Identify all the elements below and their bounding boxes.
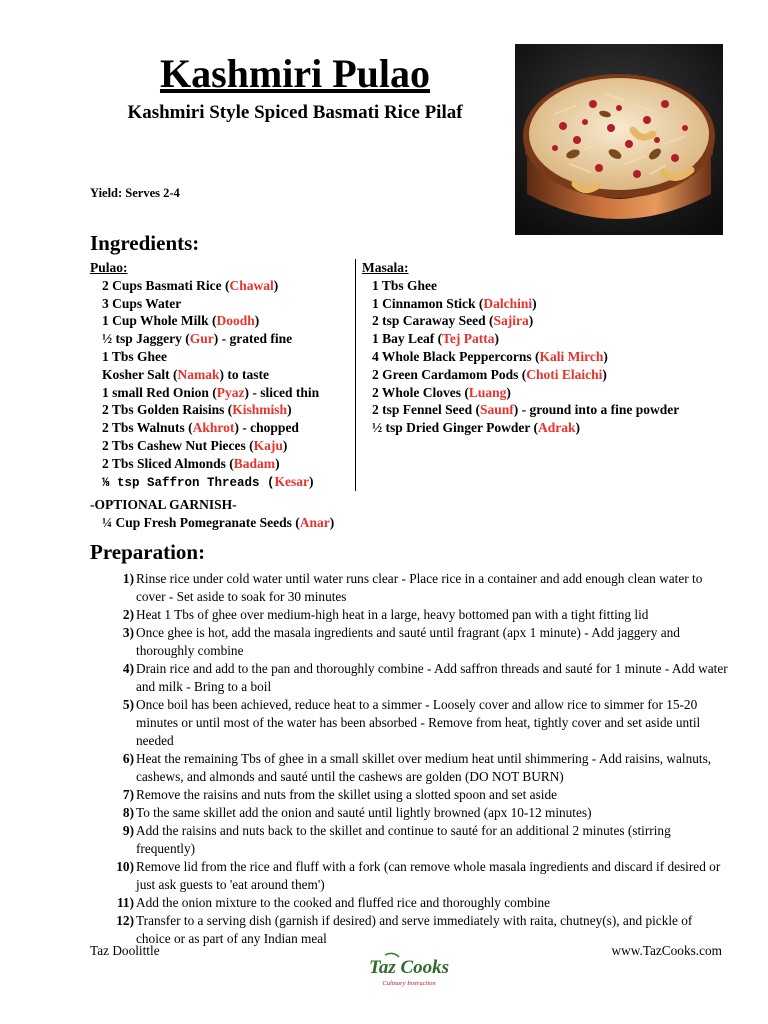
ingredient-text: 2 Tbs Sliced Almonds ( — [102, 455, 234, 471]
ingredient-item — [362, 312, 732, 330]
masala-heading: Masala: — [362, 260, 409, 275]
preparation-step — [90, 750, 730, 786]
ingredient-hindi-name: Badam — [233, 455, 276, 471]
step-number: 4) — [122, 661, 134, 676]
ingredient-note: ) — [329, 514, 335, 530]
ingredient-text: ⅛ tsp Saffron Threads ( — [102, 475, 275, 490]
ingredient-hindi-name: Luang — [468, 384, 507, 400]
step-text: Rinse rice under cold water until water runs clear - Place rice in a container and add enough clean water to cover - Set aside to soak for 30 minutes — [136, 571, 703, 604]
step-text: Transfer to a serving dish (garnish if desired) and serve immediately with raita, chutney(s), and pickle of choice or as part of any Indian meal — [136, 913, 693, 946]
ingredient-item — [90, 366, 360, 384]
ingredient-item — [90, 437, 360, 455]
ingredient-hindi-name: Kishmish — [232, 402, 288, 418]
ingredient-item — [362, 384, 732, 402]
ingredient-text: 2 Green Cardamom Pods ( — [372, 366, 527, 382]
ingredient-text: 1 small Red Onion ( — [102, 384, 217, 400]
ingredient-note: ) — [506, 384, 511, 400]
ingredient-note: ) — [287, 402, 292, 418]
step-text: Drain rice and add to the pan and thoroughly combine - Add saffron threads and sauté for 1 minute - Add water and milk - Bring to a boil — [136, 661, 728, 694]
ingredient-item — [362, 366, 732, 384]
ingredient-text: ¼ Cup Fresh Pomegranate Seeds ( — [102, 514, 300, 530]
ingredient-note: ) — [532, 295, 537, 311]
ingredient-text: 2 tsp Fennel Seed ( — [372, 402, 480, 418]
ingredient-item — [90, 295, 360, 313]
ingredient-item — [90, 348, 360, 366]
ingredient-item — [362, 295, 732, 313]
ingredient-text: 1 Cinnamon Stick ( — [372, 295, 484, 311]
step-text: To the same skillet add the onion and sauté until lightly browned (apx 10-12 minutes) — [136, 805, 592, 820]
ingredient-note: ) — [575, 420, 581, 436]
ingredient-note: ) — [273, 277, 279, 293]
step-text: Once boil has been achieved, reduce heat to a simmer - Loosely cover and allow rice to simmer for 15-20 minutes or until most of the water has been absorbed - Remove from heat, tightly cover and set aside until needed — [136, 697, 701, 748]
ingredient-hindi-name: Adrak — [538, 420, 576, 436]
ingredient-item — [90, 473, 360, 493]
logo-graphic — [363, 951, 455, 991]
recipe-title: Kashmiri Pulao — [159, 51, 431, 96]
step-text: Heat 1 Tbs of ghee over medium-high heat in a large, heavy bottomed pan with a tight fitting lid — [136, 607, 649, 622]
masala-ingredient-list — [362, 277, 732, 437]
ingredient-note: ) — [309, 473, 314, 489]
ingredient-hindi-name: Dalchini — [483, 295, 533, 311]
ingredient-text: Kosher Salt ( — [102, 366, 178, 382]
ingredient-note: ) - sliced thin — [244, 384, 320, 400]
step-number: 3) — [122, 625, 134, 640]
ingredient-hindi-name: Kali Mirch — [539, 348, 604, 364]
preparation-step — [90, 822, 730, 858]
step-number: 7) — [122, 787, 134, 802]
step-number: 2) — [122, 607, 134, 622]
step-number: 1) — [122, 571, 134, 586]
preparation-steps — [90, 570, 730, 948]
ingredient-item — [362, 330, 732, 348]
ingredient-note: ) — [494, 331, 499, 347]
masala-ingredients — [362, 259, 732, 437]
step-number: 11) — [117, 895, 134, 910]
ingredient-item — [90, 514, 334, 532]
ingredient-hindi-name: Anar — [299, 514, 330, 530]
column-divider — [355, 259, 356, 491]
preparation-step — [90, 786, 730, 804]
taz-cooks-logo — [363, 951, 455, 991]
author-name: Taz Doolittle — [90, 943, 160, 958]
step-number: 8) — [122, 805, 134, 820]
yield-text: Yield: Serves 2-4 — [90, 186, 180, 200]
preparation-step — [90, 624, 730, 660]
ingredient-text: ½ tsp Dried Ginger Powder ( — [372, 420, 538, 436]
preparation-heading: Preparation: — [90, 540, 206, 564]
ingredient-item — [362, 277, 732, 295]
ingredient-note: ) — [602, 366, 607, 382]
preparation-step — [90, 606, 730, 624]
ingredient-item — [90, 277, 360, 295]
step-text: Heat the remaining Tbs of ghee in a small skillet over medium heat until shimmering - Add raisins, walnuts, cashews, and almonds and sauté until the cashews are golden (DO NOT BURN) — [136, 751, 712, 784]
ingredient-hindi-name: Doodh — [216, 313, 255, 329]
ingredient-note: ) to taste — [219, 366, 270, 382]
step-text: Add the raisins and nuts back to the skillet and continue to sauté for an additional 2 minutes (stirring frequently) — [136, 823, 671, 856]
ingredient-text: 2 Tbs Walnuts ( — [102, 420, 193, 436]
ingredient-hindi-name: Saunf — [480, 402, 514, 418]
ingredient-text: 1 Tbs Ghee — [372, 277, 438, 293]
ingredient-hindi-name: Akhrot — [192, 420, 235, 436]
ingredient-note: ) - grated fine — [213, 331, 293, 347]
step-number: 5) — [122, 697, 134, 712]
preparation-step — [90, 894, 730, 912]
ingredient-text: 2 Tbs Golden Raisins ( — [102, 402, 233, 418]
logo-tagline: Culinary Instruction — [382, 980, 436, 987]
pulao-ingredient-list — [90, 277, 360, 493]
ingredient-note: ) — [528, 313, 534, 329]
pulao-heading: Pulao: — [90, 260, 128, 275]
ingredient-hindi-name: Tej Patta — [442, 331, 495, 347]
ingredient-note: ) — [603, 348, 608, 364]
ingredient-item — [90, 401, 360, 419]
ingredient-text: 3 Cups Water — [102, 295, 182, 311]
ingredient-hindi-name: Namak — [177, 366, 220, 382]
step-number: 10) — [116, 859, 134, 874]
ingredient-item — [362, 419, 732, 437]
ingredient-hindi-name: Kaju — [253, 437, 283, 453]
step-text: Once ghee is hot, add the masala ingredients and sauté until fragrant (apx 1 minute) - Add jaggery and thoroughly combine — [136, 625, 680, 658]
ingredient-text: ½ tsp Jaggery ( — [102, 331, 190, 347]
ingredient-note: ) — [275, 455, 280, 471]
ingredient-hindi-name: Kesar — [274, 473, 310, 489]
ingredient-item — [90, 330, 360, 348]
step-number: 12) — [116, 913, 134, 928]
ingredient-item — [362, 348, 732, 366]
ingredient-item — [362, 401, 732, 419]
ingredient-text: 4 Whole Black Peppercorns ( — [372, 348, 540, 364]
ingredient-item — [90, 312, 360, 330]
step-text: Remove lid from the rice and fluff with a fork (can remove whole masala ingredients and discard if desired or just ask guests to 'eat around them') — [136, 859, 721, 892]
preparation-step — [90, 858, 730, 894]
ingredient-item — [90, 455, 360, 473]
recipe-subtitle: Kashmiri Style Spiced Basmati Rice Pilaf — [127, 102, 463, 123]
website-link[interactable]: www.TazCooks.com — [611, 943, 722, 958]
ingredient-hindi-name: Choti Elaichi — [526, 366, 603, 382]
ingredient-text: 1 Cup Whole Milk ( — [102, 313, 217, 329]
step-text: Add the onion mixture to the cooked and fluffed rice and thoroughly combine — [136, 895, 551, 910]
preparation-step — [90, 570, 730, 606]
pulao-ingredients — [90, 259, 360, 492]
recipe-photo — [515, 44, 723, 235]
logo-text: Taz Cooks — [368, 957, 450, 978]
ingredient-item — [90, 384, 360, 402]
ingredient-text: 2 Cups Basmati Rice ( — [102, 277, 230, 293]
ingredient-note: ) - ground into a fine powder — [513, 402, 680, 418]
ingredient-text: 2 Tbs Cashew Nut Pieces ( — [102, 437, 254, 453]
ingredient-hindi-name: Sajira — [493, 313, 529, 329]
ingredient-hindi-name: Pyaz — [216, 384, 245, 400]
ingredient-note: ) — [282, 437, 288, 453]
ingredient-text: 2 Whole Cloves ( — [372, 384, 469, 400]
ingredient-text: 1 Tbs Ghee — [102, 348, 168, 364]
step-number: 6) — [122, 751, 134, 766]
step-text: Remove the raisins and nuts from the skillet using a slotted spoon and set aside — [136, 787, 558, 802]
preparation-step — [90, 804, 730, 822]
ingredient-note: ) — [254, 313, 260, 329]
step-number: 9) — [122, 823, 134, 838]
ingredient-hindi-name: Chawal — [229, 277, 274, 293]
ingredients-heading: Ingredients: — [90, 231, 200, 255]
ingredient-item — [90, 419, 360, 437]
ingredient-hindi-name: Gur — [189, 331, 214, 347]
garnish-heading: -OPTIONAL GARNISH- — [90, 497, 237, 512]
ingredient-note: ) - chopped — [234, 420, 299, 436]
preparation-step — [90, 660, 730, 696]
preparation-step — [90, 696, 730, 750]
optional-garnish — [90, 496, 334, 532]
ingredient-text: 1 Bay Leaf ( — [372, 331, 443, 347]
pulao-bowl-image — [515, 44, 723, 235]
ingredient-text: 2 tsp Caraway Seed ( — [372, 313, 494, 329]
